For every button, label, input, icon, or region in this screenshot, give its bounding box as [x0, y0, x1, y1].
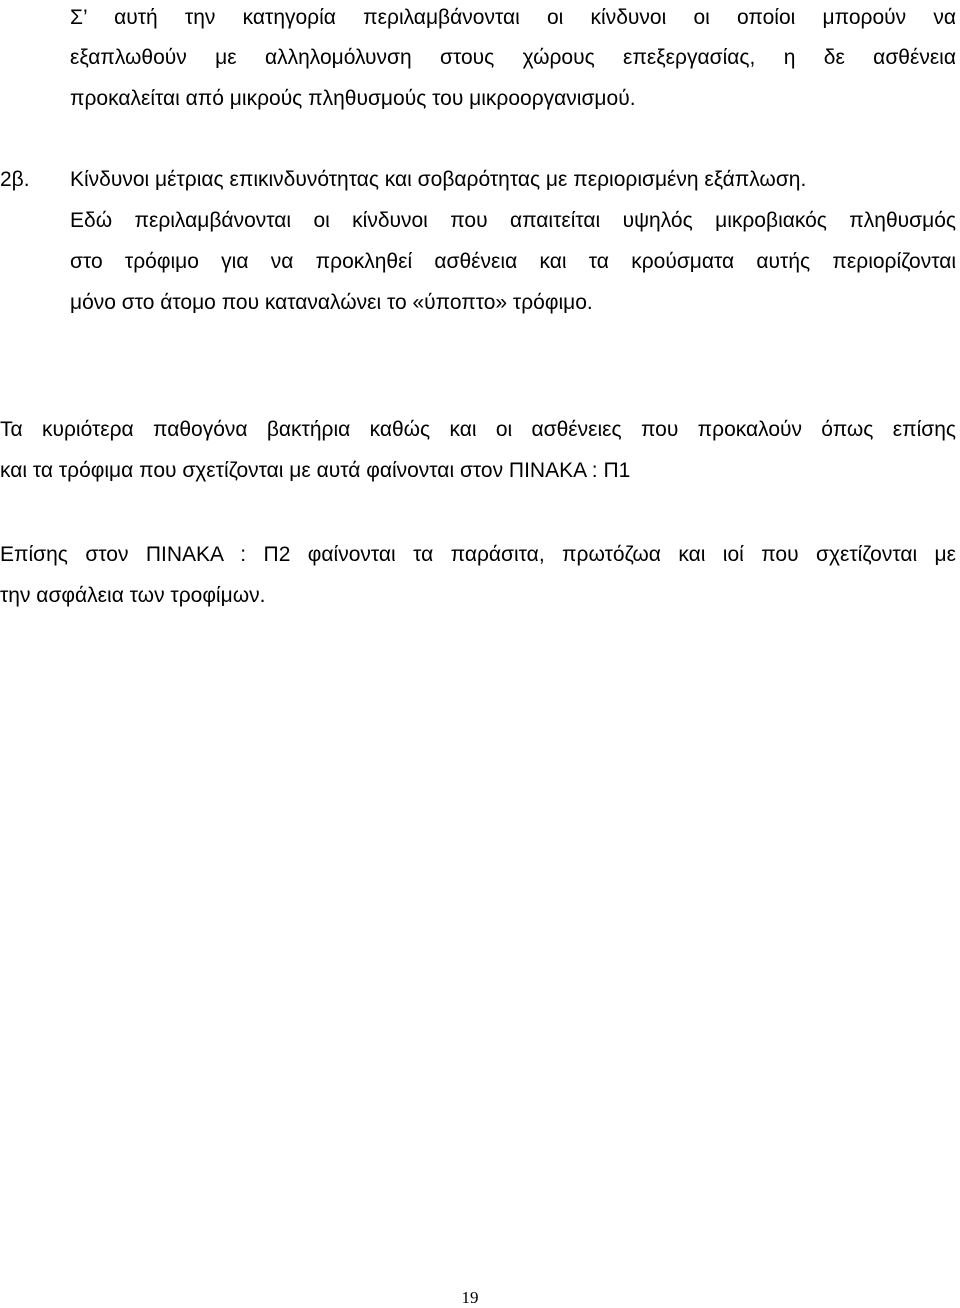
text-line: Επίσης στον ΠΙΝΑΚΑ : Π2 φαίνονται τα παράσιτα, πρωτόζωα και ιοί που σχετίζονται με [0, 543, 956, 566]
text-line: μόνο στο άτομο που καταναλώνει το «ύποπτο» τρόφιμο. [70, 291, 593, 314]
text-line: την ασφάλεια των τροφίμων. [0, 584, 266, 607]
section-heading: Κίνδυνοι μέτριας επικινδυνότητας και σοβαρότητας με περιορισμένη εξάπλωση. [70, 168, 807, 191]
section-number: 2β. [0, 168, 30, 191]
text-line: προκαλείται από μικρούς πληθυσμούς του μικροοργανισμού. [70, 87, 636, 110]
text-line: εξαπλωθούν με αλληλομόλυνση στους χώρους επεξεργασίας, η δε ασθένεια [70, 46, 956, 69]
page-number: 19 [461, 1288, 479, 1307]
text-line: Τα κυριότερα παθογόνα βακτήρια καθώς και οι ασθένειες που προκαλούν όπως επίσης [0, 418, 956, 441]
text-line: Εδώ περιλαμβάνονται οι κίνδυνοι που απαιτείται υψηλός μικροβιακός πληθυσμός [70, 209, 956, 232]
text-line: στο τρόφιμο για να προκληθεί ασθένεια και τα κρούσματα αυτής περιορίζονται [70, 250, 956, 273]
text-line: Σ’ αυτή την κατηγορία περιλαμβάνονται οι κίνδυνοι οι οποίοι μπορούν να [70, 6, 956, 29]
text-line: και τα τρόφιμα που σχετίζονται με αυτά φαίνονται στον ΠΙΝΑΚΑ : Π1 [0, 459, 631, 482]
